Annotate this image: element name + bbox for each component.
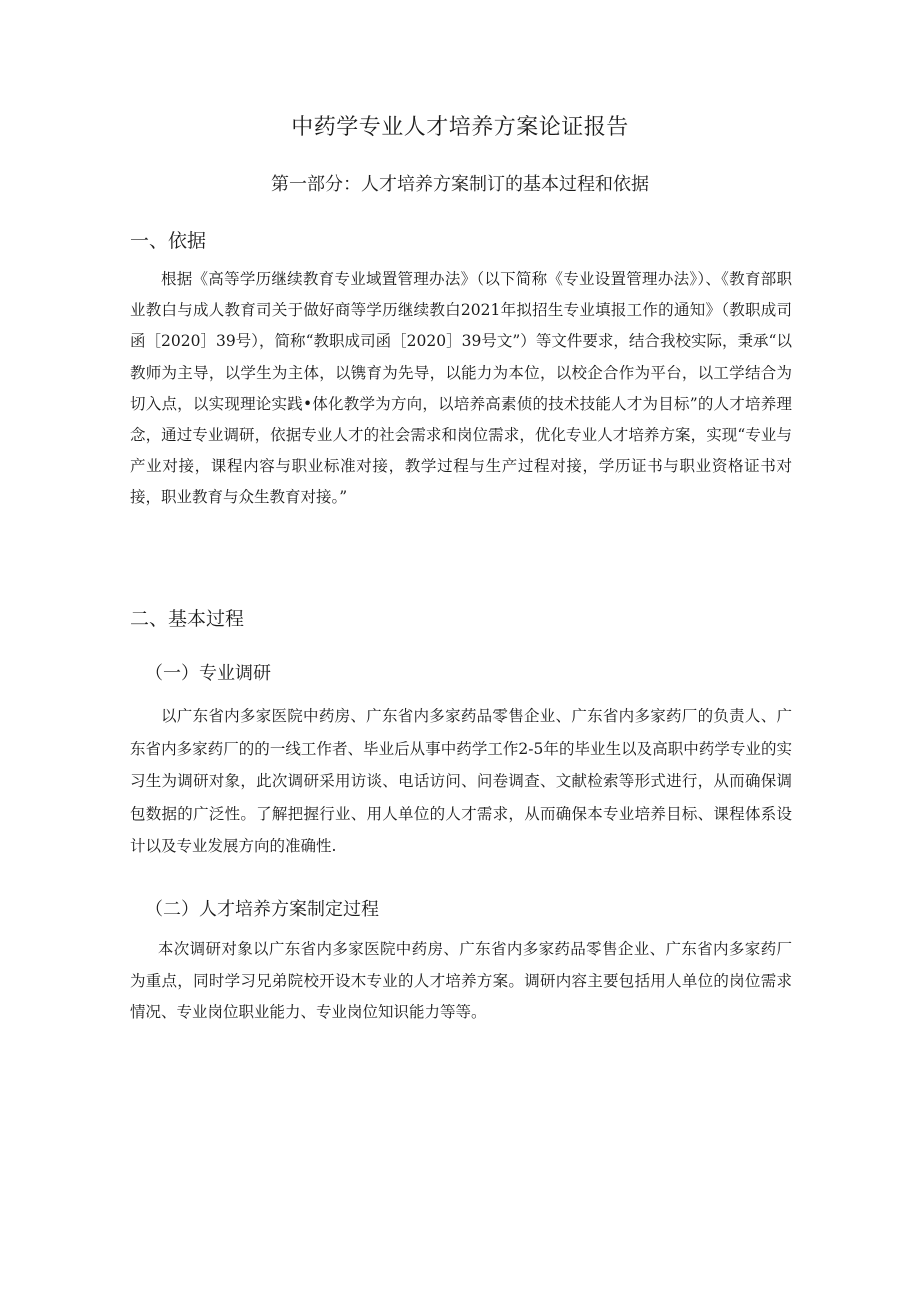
section-heading-basis: 一、依据 — [130, 230, 207, 252]
document-subtitle: 第一部分：人才培养方案制订的基本过程和依据 — [271, 174, 649, 195]
subsection-paragraph-research: 以广东省内多家医院中药房、广东省内多家药品零售企业、广东省内多家药厂的负责人、广东省内多家药厂的的一线工作者、毕业后从事中药学工作2-5年的毕业生以及高职中药学专业的实习生为调研对象，此次调研采用访谈、电话访问、问卷调查、文献检索等形式进行，从而确保调包数据的广泛性。了解把握行业、用人单位的人才需求，从而确保本专业培养目标、课程体系设计以及专业发展方向的准确性. — [130, 707, 792, 855]
subsection-paragraph-plan-process: 本次调研对象以广东省内多家医院中药房、广东省内多家药品零售企业、广东省内多家药厂为重点，同时学习兄弟院校开设木专业的人才培养方案。调研内容主要包括用人单位的岗位需求情况、专业岗位职业能力、专业岗位知识能力等等。 — [130, 940, 792, 1021]
document-title: 中药学专业人才培养方案论证报告 — [291, 115, 629, 140]
section-heading-process: 二、基本过程 — [130, 608, 245, 630]
subsection-heading-research: （一）专业调研 — [145, 663, 271, 684]
subsection-heading-plan-process: （二）人才培养方案制定过程 — [145, 899, 379, 920]
section-paragraph-basis: 根据《高等学历继续教育专业域置管理办法》（以下简称《专业设置管理办法》）、《教育部职业教白与成人教育司关于做好商等学历继续教白2021年拟招生专业填报工作的通知》（教职成司函［2020］39号），简称“教职成司函［2020］39号文”）等文件要求，结合我校实际，秉承“以教师为主导，以学生为主体，以镌育为先导，以能力为本位，以校企合作为平台，以工学结合为切入点，以实现理论实践•体化教学为方向，以培养高素侦的技术技能人才为目标”的人才培养理念，通过专业调研，依据专业人才的社会需求和岗位需求，优化专业人才培养方案，实现“专业与产业对接，课程内容与职业标准对接，教学过程与生产过程对接，学历证书与职业资格证书对接，职业教育与众生教育对接。” — [130, 270, 792, 507]
